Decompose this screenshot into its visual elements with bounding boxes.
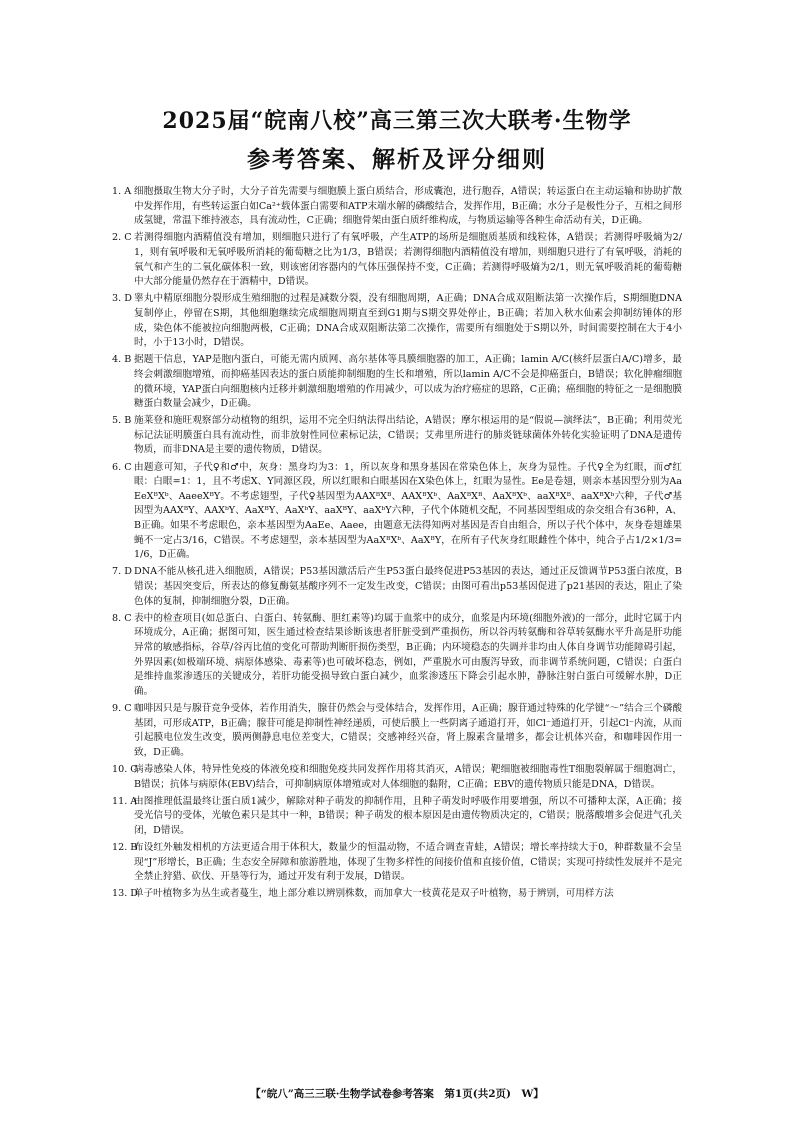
answer-number: 2. C <box>112 232 132 244</box>
page-subtitle: 参考答案、解析及评分细则 <box>247 146 547 173</box>
answer-text: 据题干信息，YAP是胞内蛋白，可能无需内质网、高尔基体等具膜细胞器的加工，A正确；lamin A/C(核纤层蛋白A/C)增多，最终会刺激细胞增殖，而抑癌基因表达的蛋白质能抑制细胞的生长和增殖，所以lamin A/C不会是抑癌蛋白，B错误；软化肿瘤细胞的微环境，YAP蛋白向细胞核内迁移并刺激细胞增殖的作用减少，可以成为治疗癌症的思路，C正确；癌细胞的特征之一是细胞膜糖蛋白数量会减少，D正确。 <box>134 354 682 410</box>
answer-text: 由图推理低温最终让蛋白质1减少，解除对种子萌发的抑制作用，且种子萌发时呼吸作用要增强，所以不可播种太深，A正确；接受光信号的受体，光敏色素只是其中一种，B错误；种子萌发的根本原因是由遗传物质决定的，C错误；脱落酸增多会促进气孔关闭，D错误。 <box>134 795 682 836</box>
answer-item-11 <box>112 795 682 839</box>
answer-number: 8. C <box>112 612 132 624</box>
answer-item-2 <box>112 231 682 289</box>
answer-number: 6. C <box>112 461 132 473</box>
answer-number: 5. B <box>112 415 132 427</box>
answer-item-6 <box>112 461 682 563</box>
answer-number: 7. D <box>112 566 132 578</box>
answer-text: 施莱登和施旺观察部分动植物的组织，运用不完全归纳法得出结论，A错误；摩尔根运用的是“假说—演绎法”，B正确；利用荧光标记法证明膜蛋白具有流动性，而非放射性同位素标记法，C错误；艾弗里所进行的肺炎链球菌体外转化实验证明了DNA是遗传物质，而非DNA是主要的遗传物质，D错误。 <box>134 415 682 456</box>
answer-item-4 <box>112 353 682 411</box>
answer-text: 病毒感染人体，特异性免疫的体液免疫和细胞免疫共同发挥作用将其消灭，A错误；靶细胞被细胞毒性T细胞裂解属于细胞凋亡，B错误；抗体与病原体(EBV)结合，可抑制病原体增殖或对人体细胞的黏附，C正确；EBV的遗传物质只能是DNA，D错误。 <box>134 763 682 790</box>
answer-number: 11. A <box>112 795 138 807</box>
page-title: 2025届“皖南八校”高三第三次大联考·生物学 <box>162 108 632 134</box>
answer-text: 细胞摄取生物大分子时，大分子首先需要与细胞膜上蛋白质结合，形成囊泡，进行胞吞，A错误；转运蛋白在主动运输和协助扩散中发挥作用，有些转运蛋白如Ca²⁺载体蛋白需要和ATP末端水解的磷酸结合，发挥作用，B正确；水分子是极性分子，互相之间形成氢键，常温下维持液态，具有流动性，C正确；细胞骨架由蛋白质纤维构成，与物质运输等各种生命活动有关，D正确。 <box>134 186 682 227</box>
answer-text: DNA不能从核孔进入细胞质，A错误；P53基因激活后产生P53蛋白最终促进P53基因的表达，通过正反馈调节P53蛋白浓度，B错误；基因突变后，所表达的修复酶氨基酸序列不一定发生改变，C错误；由图可看出p53基因促进了p21基因的表达，阻止了染色体的复制，抑制细胞分裂，D正确。 <box>134 566 682 607</box>
answer-item-7 <box>112 565 682 609</box>
answer-item-3 <box>112 292 682 350</box>
page-footer: 【“皖八”高三三联·生物学试卷参考答案 第1页(共2页) W】 <box>250 1088 544 1100</box>
answer-number: 13. D <box>112 888 138 900</box>
answer-text: 布设红外触发相机的方法更适合用于体积大，数量少的恒温动物，不适合调查青蛙，A错误；增长率持续大于0，种群数量不会呈现“J”形增长，B正确；生态安全屏障和旅游胜地，体现了生物多样性的间接价值和直接价值，C错误；实现可持续性发展并不是完全禁止狩猎、砍伐、开垦等行为，通过开发有利于发展，D错误。 <box>134 842 682 883</box>
answer-number: 12. B <box>112 842 138 854</box>
answer-item-9 <box>112 702 682 760</box>
answer-number: 9. C <box>112 702 132 714</box>
answer-text: 若测得细胞内酒精值没有增加，则细胞只进行了有氧呼吸，产生ATP的场所是细胞质基质和线粒体，A错误；若测得呼吸熵为2/1，则有氧呼吸和无氧呼吸所消耗的葡萄糖之比为1/3，B错误；若测得细胞内酒精值没有增加，则细胞只进行了有氧呼吸，消耗的氧气和产生的二氧化碳体积一致，则该密闭容器内的气体压强保持不变，C正确；若测得呼吸熵为2/1，则无氧呼吸消耗的葡萄糖中大部分能量仍然存在于酒精中，D错误。 <box>134 232 682 288</box>
answer-text: 睾丸中精原细胞分裂形成生殖细胞的过程是减数分裂，没有细胞周期，A正确；DNA合成双阻断法第一次操作后，S期细胞DNA复制停止，停留在S期，其他细胞继续完成细胞周期直至到G1期与S期交界处停止，B正确；若加入秋水仙素会抑制纺锤体的形成，染色体不能被拉向细胞两极，C正确；DNA合成双阻断法第二次操作，需要所有细胞处于S期以外，时间需要控制在大于4小时，小于13小时，D错误。 <box>134 293 682 349</box>
answer-number: 3. D <box>112 293 132 305</box>
answer-item-10 <box>112 763 682 792</box>
answer-number: 4. B <box>112 354 132 366</box>
answer-item-13 <box>112 887 682 902</box>
answer-list <box>112 185 682 905</box>
answer-text: 单子叶植物多为丛生或者蔓生，地上部分难以辨别株数，而加拿大一枝黄花是双子叶植物，易于辨别，可用样方法 <box>134 888 614 900</box>
answer-text: 由题意可知，子代♀和♂中，灰身：黑身均为3：1，所以灰身和黑身基因在常染色体上，灰身为显性。子代♀全为红眼，而♂红眼：白眼=1：1，且不考虑X、Y同源区段，所以红眼和白眼基因在X染色体上，红眼为显性。Ee是卷翅，则亲本基因型分别为AaEeXᴮXᵇ、AaeeXᴮY。不考虑翅型，子代♀基因型为AAXᴮXᴮ、AAXᴮXᵇ、AaXᴮXᴮ、AaXᴮXᵇ、aaXᴮXᴮ、aaXᴮXᵇ六种，子代♂基因型为AAXᴮY、AAXᵇY、AaXᴮY、AaXᵇY、aaXᴮY、aaXᵇY六种，子代个体随机交配，不同基因型组成的杂交组合有36种，A、B正确。如果不考虑眼色，亲本基因型为AaEe、Aaee，由题意无法得知两对基因是否自由组合，所以子代个体中，灰身卷翅雄果蝇不一定占3/16，C错误。不考虑翅型，亲本基因型为AaXᴮXᵇ、AaXᴮY，在所有子代灰身红眼雌性个体中，纯合子占1/2×1/3=1/6，D正确。 <box>134 461 682 561</box>
answer-item-1 <box>112 185 682 229</box>
answer-item-5 <box>112 414 682 458</box>
answer-number: 10. C <box>112 763 138 775</box>
answer-text: 表中的检查项目(如总蛋白、白蛋白、转氨酶、胆红素等)均属于血浆中的成分，血浆是内环境(细胞外液)的一部分，此时它属于内环境成分，A正确；据图可知，医生通过检查结果诊断该患者肝脏受到严重损伤，所以谷丙转氨酶和谷草转氨酶水平升高是肝功能异常的敏感指标，谷草/谷丙比值的变化可帮助判断肝损伤类型，B正确；内环境稳态的失调并非均由人体自身调节功能障碍引起，外界因素(如极端环境、病原体感染、毒素等)也可破坏稳态，例如，严重脱水可由腹泻导致，而非调节系统问题，C错误；白蛋白是维持血浆渗透压的关键成分，若肝功能受损导致白蛋白减少，血浆渗透压下降会引起水肿，静脉注射白蛋白可缓解水肿，D正确。 <box>134 612 682 697</box>
answer-item-8 <box>112 612 682 700</box>
answer-text: 咖啡因只是与腺苷竞争受体，若作用消失，腺苷仍然会与受体结合，发挥作用，A正确；腺苷通过特殊的化学键“～”结合三个磷酸基团，可形成ATP，B正确；腺苷可能是抑制性神经递质，可使后膜上一些阴离子通道打开，如Cl⁻通道打开，引起Cl⁻内流，从而引起膜电位发生改变，膜两侧静息电位差变大，C错误；交感神经兴奋，肾上腺素含量增多，都会让机体兴奋，和咖啡因作用一致，D正确。 <box>134 702 682 758</box>
answer-number: 1. A <box>112 186 132 197</box>
answer-item-12 <box>112 841 682 885</box>
